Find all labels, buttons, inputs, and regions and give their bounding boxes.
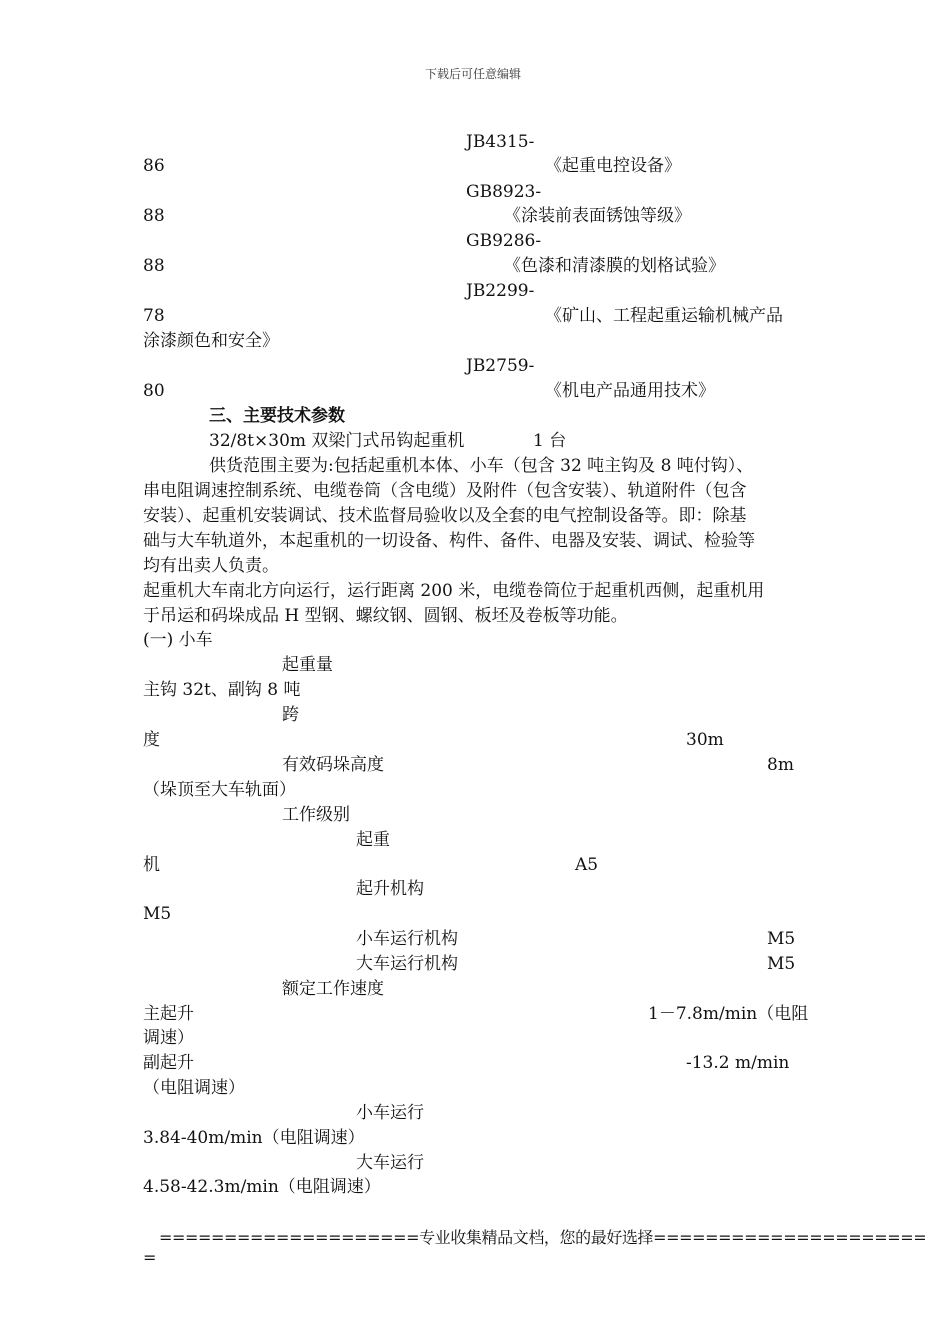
hoist-class-value: M5: [143, 904, 172, 924]
stack-height-value: 8m: [767, 755, 794, 775]
trolley-speed-label: 小车运行: [356, 1103, 424, 1123]
standard-title: 《矿山、工程起重运输机械产品: [545, 306, 783, 326]
standard-title: 《起重电控设备》: [545, 156, 681, 176]
product-quantity: 1 台: [533, 431, 567, 451]
trolley-heading: (一) 小车: [143, 630, 213, 650]
standard-year: 80: [143, 381, 165, 401]
standard-year: 86: [143, 156, 165, 176]
crane-speed-value: 4.58-42.3m/min（电阻调速）: [143, 1177, 381, 1197]
run-line: 起重机大车南北方向运行，运行距离 200 米，电缆卷筒位于起重机西侧，起重机用: [143, 581, 765, 601]
hoist-class-label: 起升机构: [356, 879, 424, 899]
crane-travel-label: 大车运行机构: [356, 954, 458, 974]
product-name: 32/8t×30m 双梁门式吊钩起重机: [209, 431, 465, 451]
supply-line: 安装）、起重机安装调试、技术监督局验收以及全套的电气控制设备等。即：除基: [143, 506, 747, 526]
standard-year: 88: [143, 206, 165, 226]
span-value: 30m: [686, 730, 724, 750]
main-hoist-value-continued: 调速）: [143, 1028, 194, 1048]
standard-title-continued: 涂漆颜色和安全》: [143, 331, 279, 351]
standard-year: 88: [143, 256, 165, 276]
aux-hoist-value-continued: （电阻调速）: [143, 1078, 245, 1098]
page-header: 下载后可任意编辑: [425, 67, 522, 81]
lifting-capacity-value: 主钩 32t、副钩 8 吨: [143, 680, 301, 700]
aux-hoist-label: 副起升: [143, 1053, 194, 1073]
crane-class-label: 机: [143, 855, 160, 875]
standard-title: 《涂装前表面锈蚀等级》: [504, 206, 691, 226]
crane-speed-label: 大车运行: [356, 1153, 424, 1173]
main-hoist-value: 1－7.8m/min（电阻: [648, 1004, 809, 1024]
trolley-travel-value: M5: [767, 929, 796, 949]
main-hoist-label: 主起升: [143, 1004, 194, 1024]
trolley-speed-value: 3.84-40m/min（电阻调速）: [143, 1128, 365, 1148]
standard-code: GB9286-: [466, 231, 542, 251]
standard-title: 《机电产品通用技术》: [545, 381, 715, 401]
supply-line: 均有出卖人负责。: [143, 556, 279, 576]
aux-hoist-value: -13.2 m/min: [686, 1053, 790, 1073]
supply-line: 串电阻调速控制系统、电缆卷筒（含电缆）及附件（包含安装）、轨道附件（包含: [143, 481, 747, 501]
crane-class-label: 起重: [356, 830, 390, 850]
standard-code: JB2759-: [466, 356, 535, 376]
standard-title: 《色漆和清漆膜的划格试验》: [504, 256, 725, 276]
speed-label: 额定工作速度: [282, 979, 384, 999]
standard-year: 78: [143, 306, 165, 326]
standard-code: GB8923-: [466, 182, 542, 202]
stack-height-note: （垛顶至大车轨面）: [143, 780, 296, 800]
stack-height-label: 有效码垛高度: [282, 755, 384, 775]
span-label: 跨: [282, 705, 299, 725]
crane-travel-value: M5: [767, 954, 796, 974]
standard-code: JB4315-: [466, 132, 535, 152]
trolley-travel-label: 小车运行机构: [356, 929, 458, 949]
run-line: 于吊运和码垛成品 H 型钢、螺纹钢、圆钢、板坯及卷板等功能。: [143, 606, 628, 626]
crane-class-value: A5: [575, 855, 599, 875]
section-heading: 三、主要技术参数: [209, 406, 345, 426]
work-class-label: 工作级别: [282, 805, 350, 825]
span-label: 度: [143, 730, 160, 750]
page-footer: ====================专业收集精品文档，您的最好选择=====================: [159, 1228, 927, 1247]
supply-line: 础与大车轨道外，本起重机的一切设备、构件、备件、电器及安装、调试、检验等: [143, 531, 755, 551]
supply-line: 供货范围主要为:包括起重机本体、小车（包含 32 吨主钩及 8 吨付钩）、: [209, 456, 754, 476]
standard-code: JB2299-: [466, 281, 535, 301]
lifting-capacity-label: 起重量: [282, 655, 333, 675]
page-footer-continued: =: [143, 1248, 157, 1267]
